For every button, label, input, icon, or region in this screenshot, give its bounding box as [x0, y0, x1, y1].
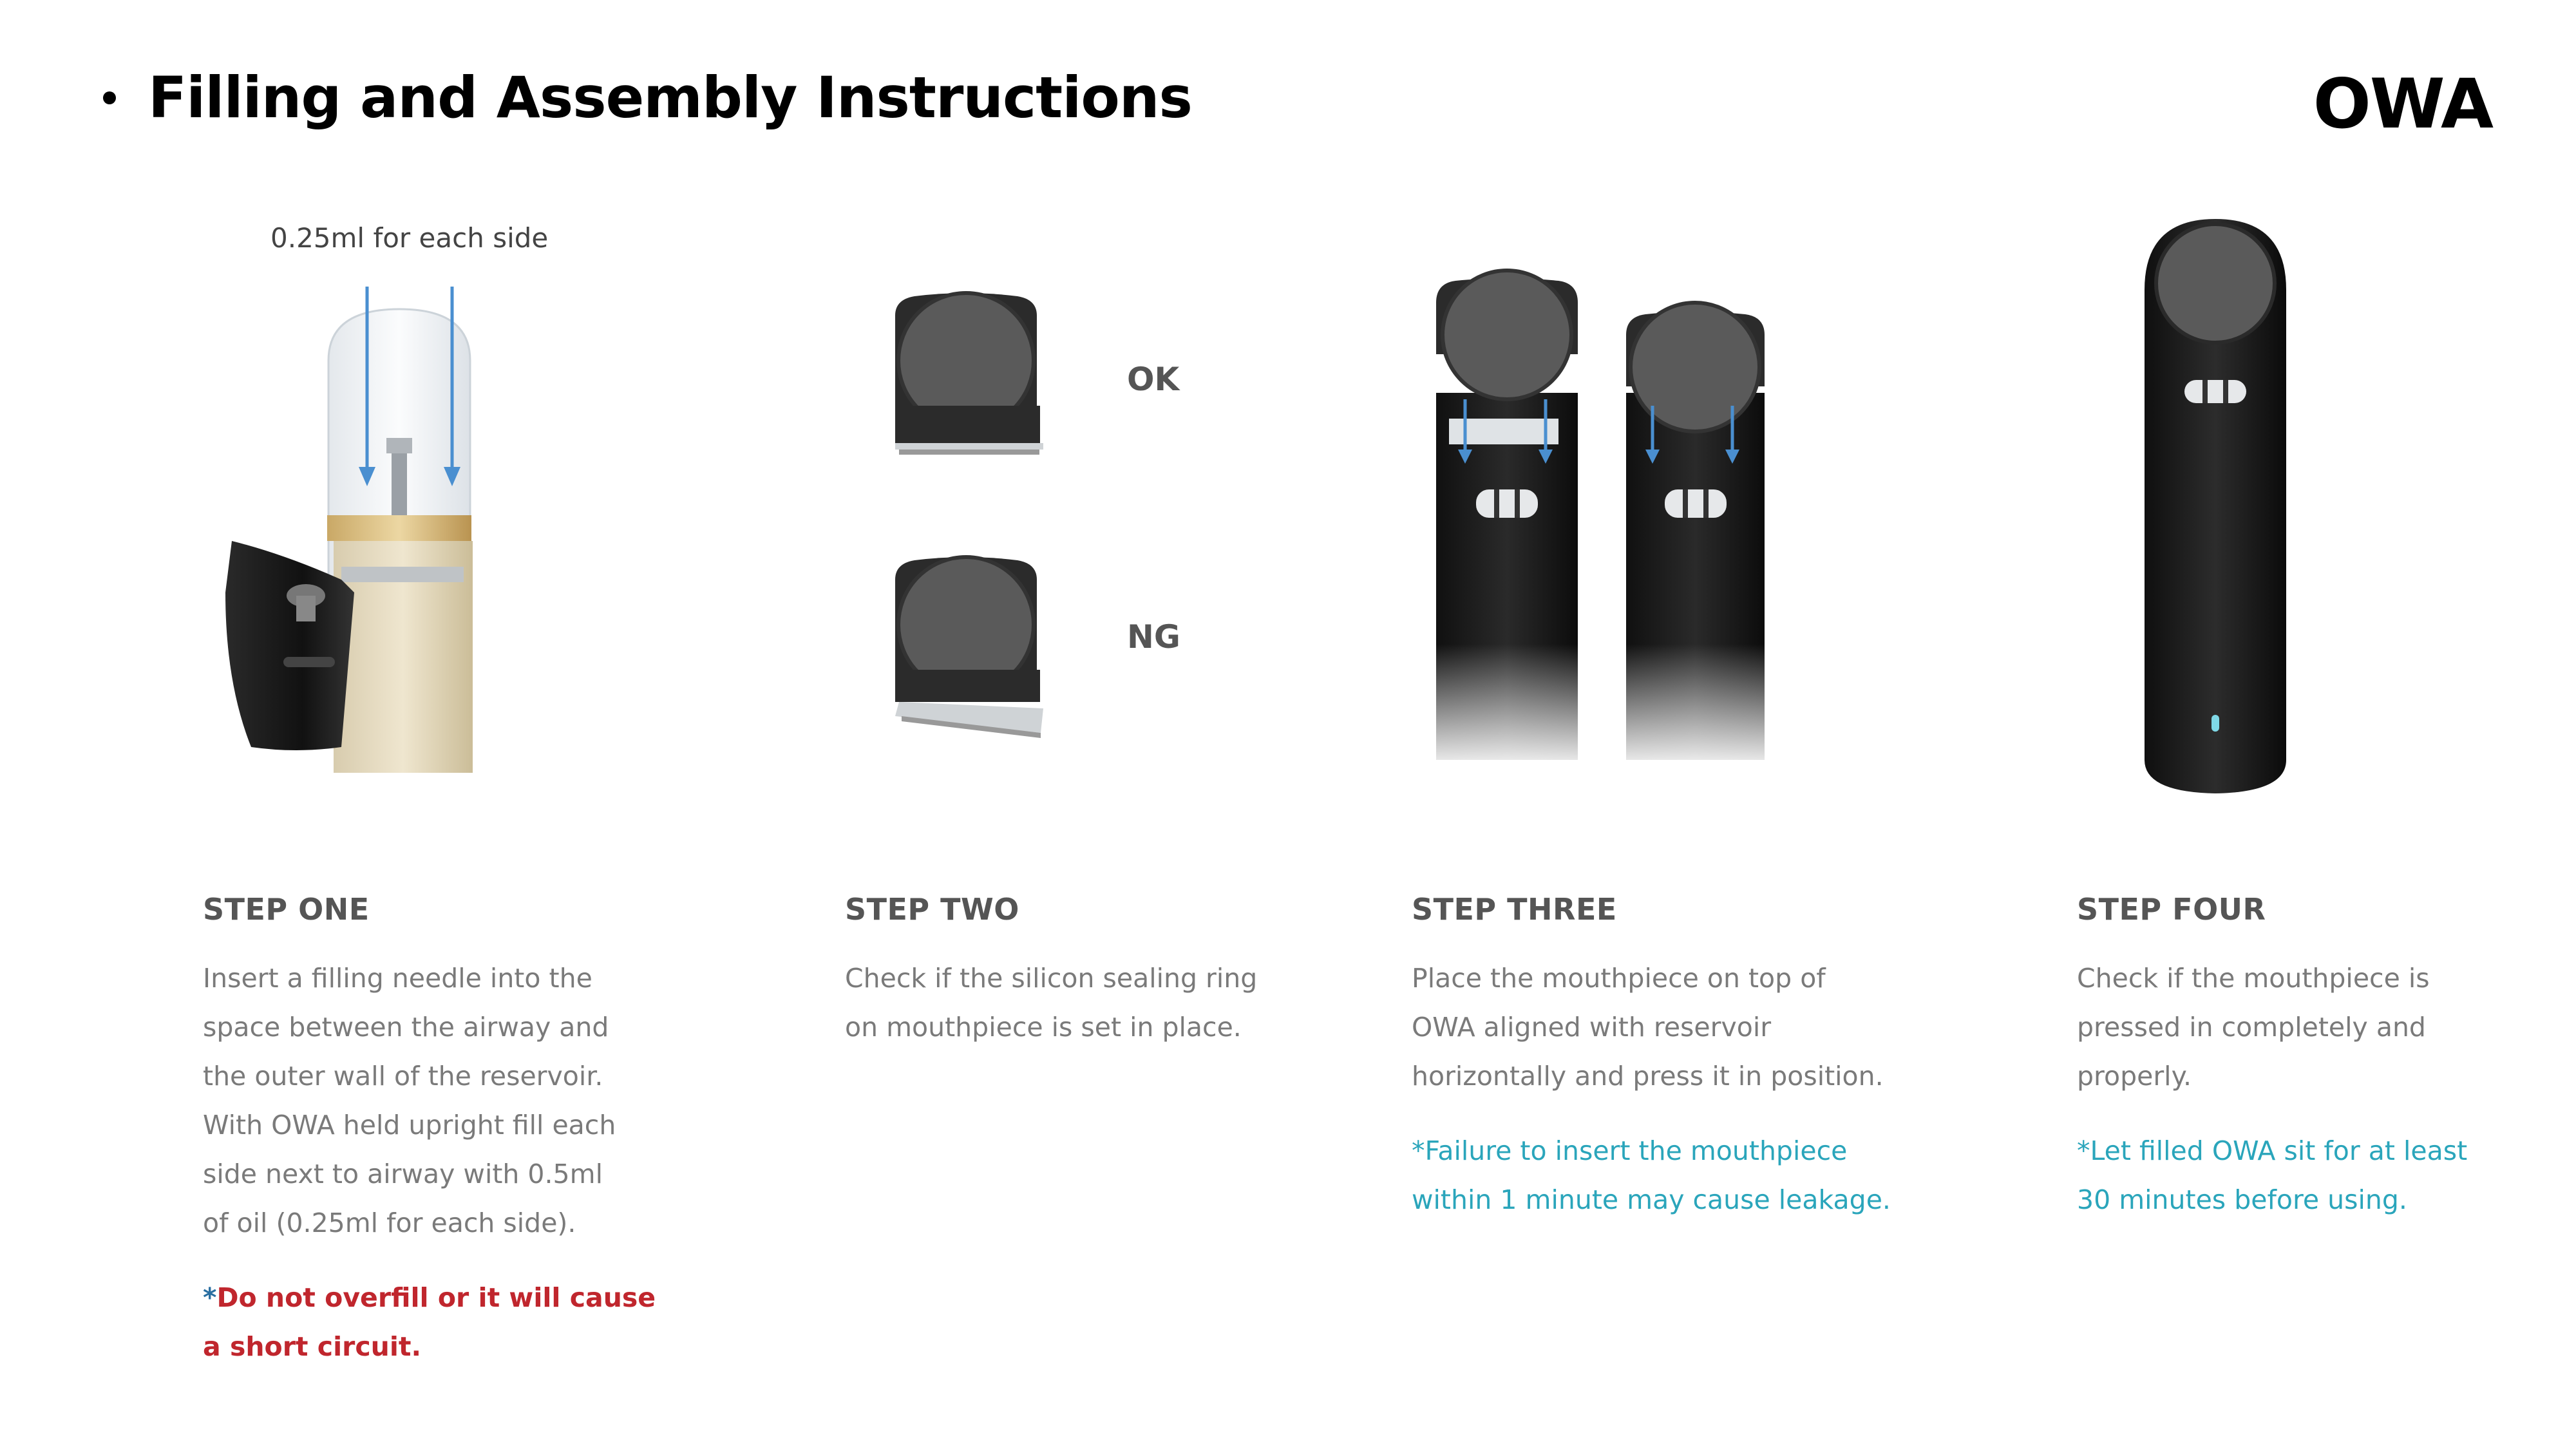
step-two-body — [845, 954, 1334, 1052]
step-three — [1412, 892, 1940, 1224]
warning-asterisk: * — [203, 1282, 217, 1313]
step-four — [2077, 892, 2528, 1224]
ng-label: NG — [1127, 618, 1180, 656]
step-one-heading: STEP ONE — [203, 892, 370, 927]
step-one-line: space between the airway and — [203, 1012, 609, 1043]
step-four-heading: STEP FOUR — [2077, 892, 2266, 927]
assembled-device-icon — [2125, 193, 2306, 811]
step-one-line: side next to airway with 0.5ml — [203, 1159, 603, 1189]
step-three-illustration — [1436, 193, 1835, 773]
step-one-warning-line: a short circuit. — [203, 1331, 422, 1362]
step-four-illustration — [2125, 193, 2306, 811]
step-two-heading: STEP TWO — [845, 892, 1019, 927]
step-one-illustration — [19, 193, 831, 773]
step-four-body — [2077, 954, 2528, 1101]
led-indicator-icon — [2211, 715, 2219, 732]
device-assembly-drawing — [1436, 193, 1835, 773]
step-one — [203, 892, 692, 1371]
step-two-line: Check if the silicon sealing ring — [845, 963, 1258, 994]
page-title: Filling and Assembly Instructions — [148, 64, 1192, 131]
page-header — [103, 64, 1192, 131]
step-four-line: Check if the mouthpiece is — [2077, 963, 2430, 994]
mouthpiece-ng-icon — [895, 557, 1043, 738]
step-four-line: properly. — [2077, 1061, 2192, 1092]
ok-label: OK — [1127, 361, 1180, 398]
step-one-line: Insert a filling needle into the — [203, 963, 592, 994]
step-three-line: Place the mouthpiece on top of — [1412, 963, 1826, 994]
bullet-icon — [103, 91, 116, 104]
step-one-fill-label: 0.25ml for each side — [270, 222, 549, 254]
step-one-line: of oil (0.25ml for each side). — [203, 1208, 576, 1238]
step-three-body — [1412, 954, 1940, 1101]
step-four-warning — [2077, 1126, 2528, 1224]
step-three-line: OWA aligned with reservoir — [1412, 1012, 1772, 1043]
step-one-line: the outer wall of the reservoir. — [203, 1061, 603, 1092]
step-one-warning — [203, 1273, 692, 1371]
step-three-heading: STEP THREE — [1412, 892, 1617, 927]
step-two-line: on mouthpiece is set in place. — [845, 1012, 1242, 1043]
pod-filling-drawing — [19, 193, 831, 773]
step-four-warning-line: *Let filled OWA sit for at least — [2077, 1135, 2468, 1166]
step-four-warning-line: 30 minutes before using. — [2077, 1184, 2407, 1215]
step-two — [845, 892, 1334, 1052]
brand-logo: OWA — [2313, 64, 2492, 144]
mouthpiece-ok-icon — [895, 293, 1043, 455]
step-one-warning-line: Do not overfill or it will cause — [216, 1282, 656, 1313]
step-three-warning-line: within 1 minute may cause leakage. — [1412, 1184, 1891, 1215]
step-one-body — [203, 954, 692, 1247]
step-four-line: pressed in completely and — [2077, 1012, 2426, 1043]
step-three-warning-line: *Failure to insert the mouthpiece — [1412, 1135, 1848, 1166]
sealing-ring-comparison — [876, 193, 1262, 773]
step-two-illustration — [876, 193, 1262, 773]
step-one-line: With OWA held upright fill each — [203, 1110, 616, 1141]
step-three-warning — [1412, 1126, 1940, 1224]
step-three-line: horizontally and press it in position. — [1412, 1061, 1884, 1092]
